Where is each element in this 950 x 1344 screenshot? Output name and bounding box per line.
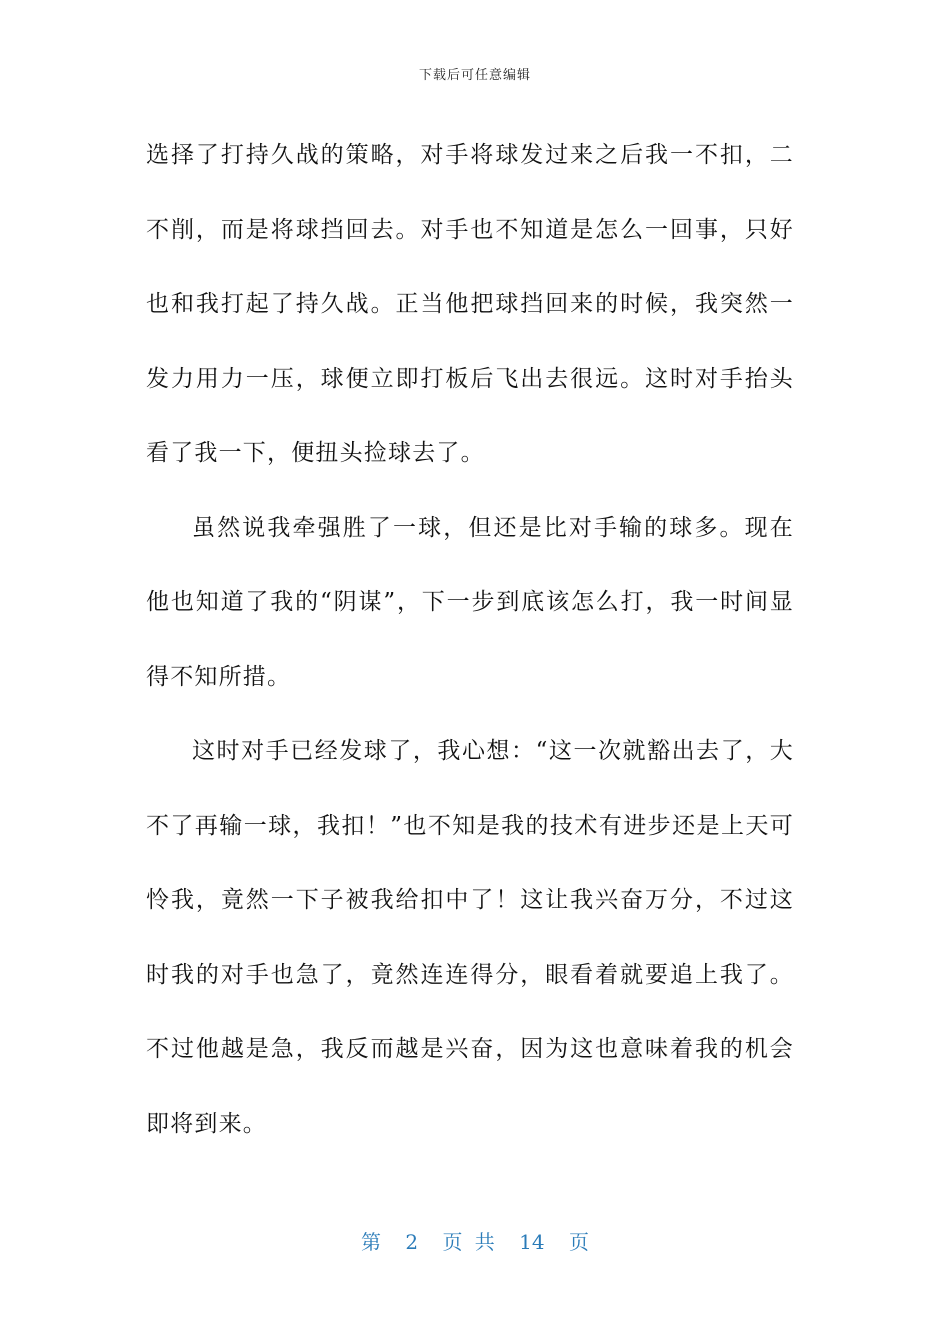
footer-current-page: 2 [405, 1230, 419, 1254]
paragraph-3: 这时对手已经发球了，我心想：“这一次就豁出去了，大不了再输一球，我扣！”也不知是我的技术有进步还是上天可怜我，竟然一下子被我给扣中了！这让我兴奋万分，不过这时我的对手也急了，竟然连连得分，眼看着就要追上我了。不过他越是急，我反而越是兴奋，因为这也意味着我的机会即将到来。 [146, 738, 794, 1137]
footer-suffix: 页 [568, 1230, 589, 1254]
page-footer [0, 1226, 950, 1255]
paragraph-1: 选择了打持久战的策略，对手将球发过来之后我一不扣，二不削，而是将球挡回去。对手也不知道是怎么一回事，只好也和我打起了持久战。正当他把球挡回来的时候，我突然一发力用力一压，球便立即打板后飞出去很远。这时对手抬头看了我一下，便扭头捡球去了。 [146, 142, 794, 466]
footer-total-pages: 14 [519, 1230, 545, 1254]
paragraph-2: 虽然说我牵强胜了一球，但还是比对手输的球多。现在他也知道了我的“阴谋”，下一步到底该怎么打，我一时间显得不知所措。 [146, 514, 794, 690]
header-note: 下载后可任意编辑 [418, 68, 531, 83]
footer-prefix: 第 [361, 1230, 381, 1254]
document-body [146, 118, 794, 1161]
footer-middle: 页 共 [442, 1230, 495, 1254]
